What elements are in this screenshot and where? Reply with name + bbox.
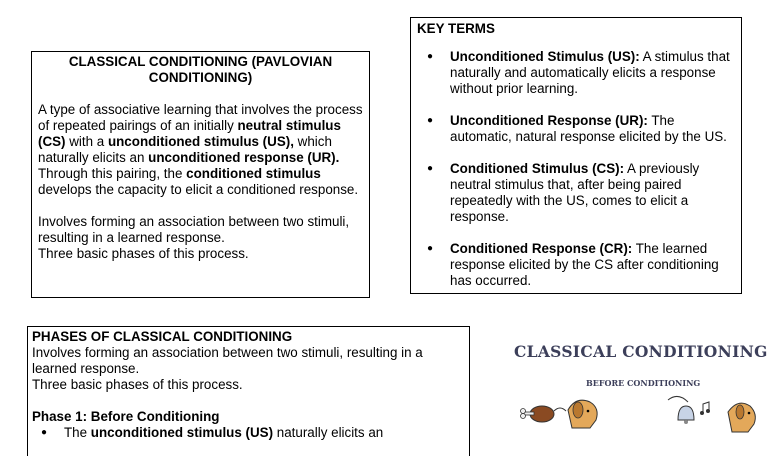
def-text: develops the capacity to elicit a conditioned response.	[38, 182, 359, 197]
phase1-bullet-bold: unconditioned stimulus (US)	[90, 425, 274, 440]
phases-box	[27, 326, 470, 456]
meat-icon	[521, 406, 555, 422]
bell-icon	[668, 396, 694, 424]
key-terms-box	[410, 17, 742, 294]
infographic-title: CLASSICAL CONDITIONING	[514, 342, 768, 361]
bullet-icon: ●	[41, 427, 48, 438]
def-text: with a	[65, 134, 108, 149]
definition-title	[38, 54, 363, 86]
key-term-name: Unconditioned Stimulus (US):	[450, 49, 640, 64]
bullet-icon: ●	[427, 115, 434, 126]
infographic-subtitle: BEFORE CONDITIONING	[586, 378, 701, 388]
key-term-definition: A stimulus that naturally and automatically elicits a response without prior learning.	[450, 49, 730, 96]
def-association-text: Involves forming an association between two stimuli, resulting in a learned response.	[38, 214, 350, 245]
definition-title-line2: CONDITIONING)	[148, 70, 253, 85]
phase1-bullet-text: The	[64, 425, 91, 440]
definition-title-line1: CLASSICAL CONDITIONING (PAVLOVIAN	[68, 54, 333, 69]
key-term-item	[417, 161, 735, 225]
key-terms-list	[417, 49, 735, 289]
bullet-icon: ●	[427, 163, 434, 174]
phases-heading: PHASES OF CLASSICAL CONDITIONING	[32, 329, 293, 344]
def-bold-ur: unconditioned response (UR).	[148, 150, 340, 165]
key-term-name: Unconditioned Response (UR):	[450, 113, 648, 128]
def-bold-conditioned-stimulus: conditioned stimulus	[186, 166, 321, 181]
key-term-definition: The automatic, natural response elicited by the US.	[450, 113, 727, 144]
bullet-icon: ●	[427, 51, 434, 62]
key-terms-heading: KEY TERMS	[417, 21, 495, 36]
def-phases-text: Three basic phases of this process.	[38, 246, 249, 261]
key-term-item	[417, 241, 735, 289]
infographic-illustrations	[500, 338, 784, 441]
def-text: Through this pairing, the	[38, 166, 187, 181]
definition-paragraph-2	[38, 214, 363, 262]
music-note-icon	[700, 402, 710, 415]
def-text: A type of associative learning that involves the process of repeated pairings of an initially	[38, 102, 363, 133]
key-term-name: Conditioned Stimulus (CS):	[450, 161, 625, 176]
phases-association-text: Involves forming an association between two stimuli, resulting in a learned response.	[32, 345, 423, 376]
dog-icon	[568, 400, 597, 428]
phase1-title: Phase 1: Before Conditioning	[32, 409, 220, 424]
phase1-bullet-text: naturally elicits an	[273, 425, 384, 440]
classical-conditioning-infographic	[500, 338, 784, 441]
phases-intro	[32, 345, 465, 393]
def-bold-us: unconditioned stimulus (US),	[107, 134, 294, 149]
drool-arrow-icon	[554, 408, 566, 411]
key-term-definition: A previously neutral stimulus that, after being paired repeatedly with the US, comes to elicit a response.	[450, 161, 700, 224]
classical-conditioning-definition-box	[31, 51, 370, 298]
phase1-bullet	[32, 425, 465, 441]
key-term-definition: The learned response elicited by the CS after conditioning has occurred.	[450, 241, 719, 288]
key-term-item	[417, 49, 735, 97]
key-term-name: Conditioned Response (CR):	[450, 241, 633, 256]
definition-paragraph	[38, 102, 363, 198]
phases-three-phases-text: Three basic phases of this process.	[32, 377, 243, 392]
def-text: which naturally elicits an	[38, 134, 332, 165]
bullet-icon: ●	[427, 243, 434, 254]
key-term-item	[417, 113, 735, 145]
dog-icon-2	[728, 403, 755, 432]
def-bold-cs: neutral stimulus (CS)	[38, 118, 341, 149]
